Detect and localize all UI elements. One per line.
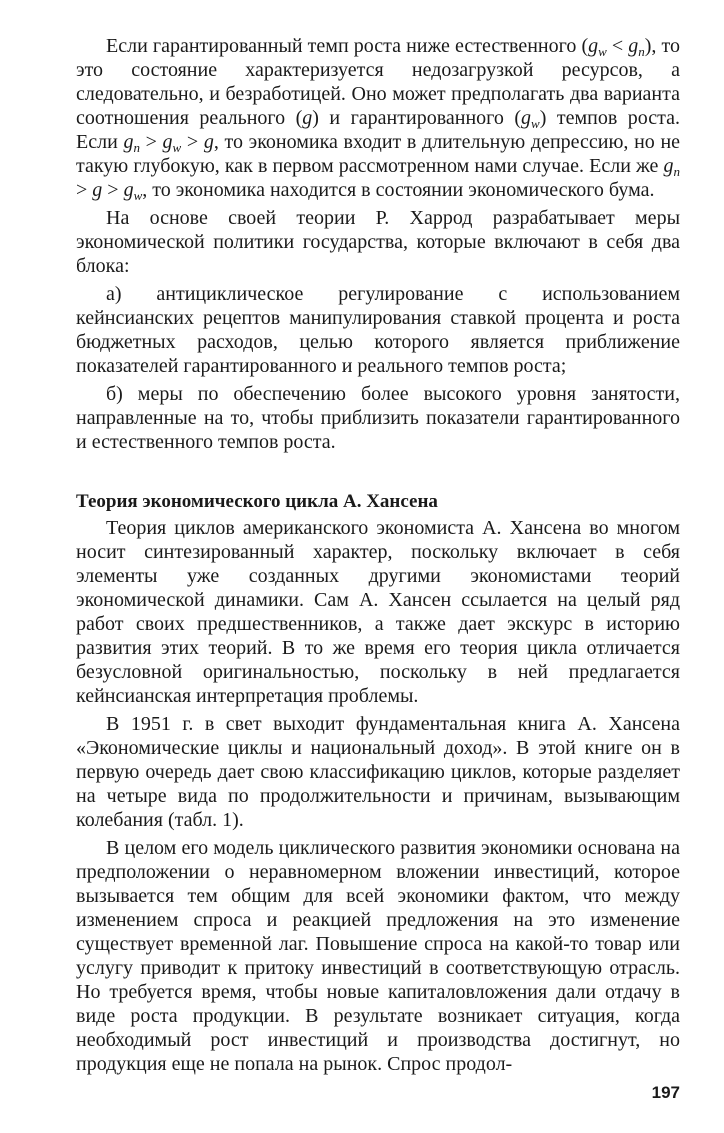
math-subscript: n [673, 164, 680, 179]
math-variable: g [162, 131, 173, 153]
math-variable: g [302, 107, 313, 129]
math-subscript: w [172, 140, 182, 155]
math-variable: g [203, 131, 214, 153]
math-subscript: n [133, 140, 140, 155]
paragraph-growth-rates [76, 34, 680, 202]
text-run: > [181, 131, 204, 153]
text-run: > [102, 179, 124, 201]
math-variable: g [628, 35, 639, 57]
section-heading: Теория экономического цикла А. Хансена [76, 491, 438, 512]
paragraph-hansen-model: В целом его модель циклического развития экономики основана на предположении о неравномерном вложении инвестиций, которое вызывается тем общим для всей экономики фактом, что между изменением спроса и реакцией предложения на это изменение существует временной лаг. Повышение спроса на какой-то товар или услугу приводит к притоку инвестиций в соответствующую отрасль. Но требуется время, чтобы новые капиталовложения дали отдачу в виде роста продукции. В результате возникает ситуация, когда необходимый рост инвестиций и производства достигнут, но продукция еще не попала на рынок. Спрос продол- [76, 837, 680, 1075]
math-subscript: n [638, 44, 645, 59]
text-run: > [76, 179, 93, 201]
text-run: < [606, 35, 629, 57]
text-run: , то экономика входит в длительную депрессию, но не такую глубокую, как в первом рассмотренном нами случае. Если же [76, 131, 681, 177]
text-run: , то экономика находится в состоянии экономического бума. [142, 179, 655, 201]
page-body [76, 34, 680, 1080]
page-number: 197 [651, 1083, 680, 1102]
math-variable: g [92, 179, 103, 201]
math-variable: g [123, 179, 134, 201]
text-run: > [139, 131, 163, 153]
text-run: ) темпов роста. Если [76, 107, 680, 153]
math-subscript: w [531, 116, 540, 131]
math-variable: g [663, 155, 674, 177]
paragraph-harrod-policy: На основе своей теории Р. Харрод разрабатывает меры экономической политики государства, которые включают в себя два блока: [76, 207, 680, 277]
math-variable: g [588, 35, 599, 57]
text-run: Если гарантированный темп роста ниже естественного ( [106, 35, 589, 57]
list-item-a: а) антициклическое регулирование с использованием кейнсианских рецептов манипулирования ставкой процента и роста бюджетных расходов, целью которого является приближение показателей гарантированного и реального темпов роста; [76, 283, 680, 377]
list-item-b: б) меры по обеспечению более высокого уровня занятости, направленные на то, чтобы приблизить показатели гарантированного и естественного темпов роста. [76, 383, 680, 453]
paragraph-hansen-book: В 1951 г. в свет выходит фундаментальная книга А. Хансена «Экономические циклы и национальный доход». В этой книге он в первую очередь дает свою классификацию циклов, которые разделяет на четыре вида по продолжительности и причинам, вызывающим колебания (табл. 1). [76, 713, 680, 831]
paragraph-hansen-intro: Теория циклов американского экономиста А. Хансена во многом носит синтезированный характер, поскольку включает в себя элементы уже созданных другими экономистами теорий экономической динамики. Сам А. Хансен ссылается на целый ряд работ своих предшественников, а также дает экскурс в историю развития этих теорий. В то же время его теория цикла отличается безусловной оригинальностью, поскольку в ней предлагается кейнсианская интерпретация проблемы. [76, 517, 680, 707]
math-subscript: w [598, 44, 607, 59]
text-run: ), то это состояние характеризуется недозагрузкой ресурсов, а следовательно, и безработицей. Оно может предполагать два варианта соотношения реального ( [76, 35, 681, 129]
math-variable: g [123, 131, 134, 153]
text-run: ) и гарантированного ( [312, 107, 522, 129]
math-subscript: w [133, 188, 143, 203]
math-variable: g [521, 107, 532, 129]
